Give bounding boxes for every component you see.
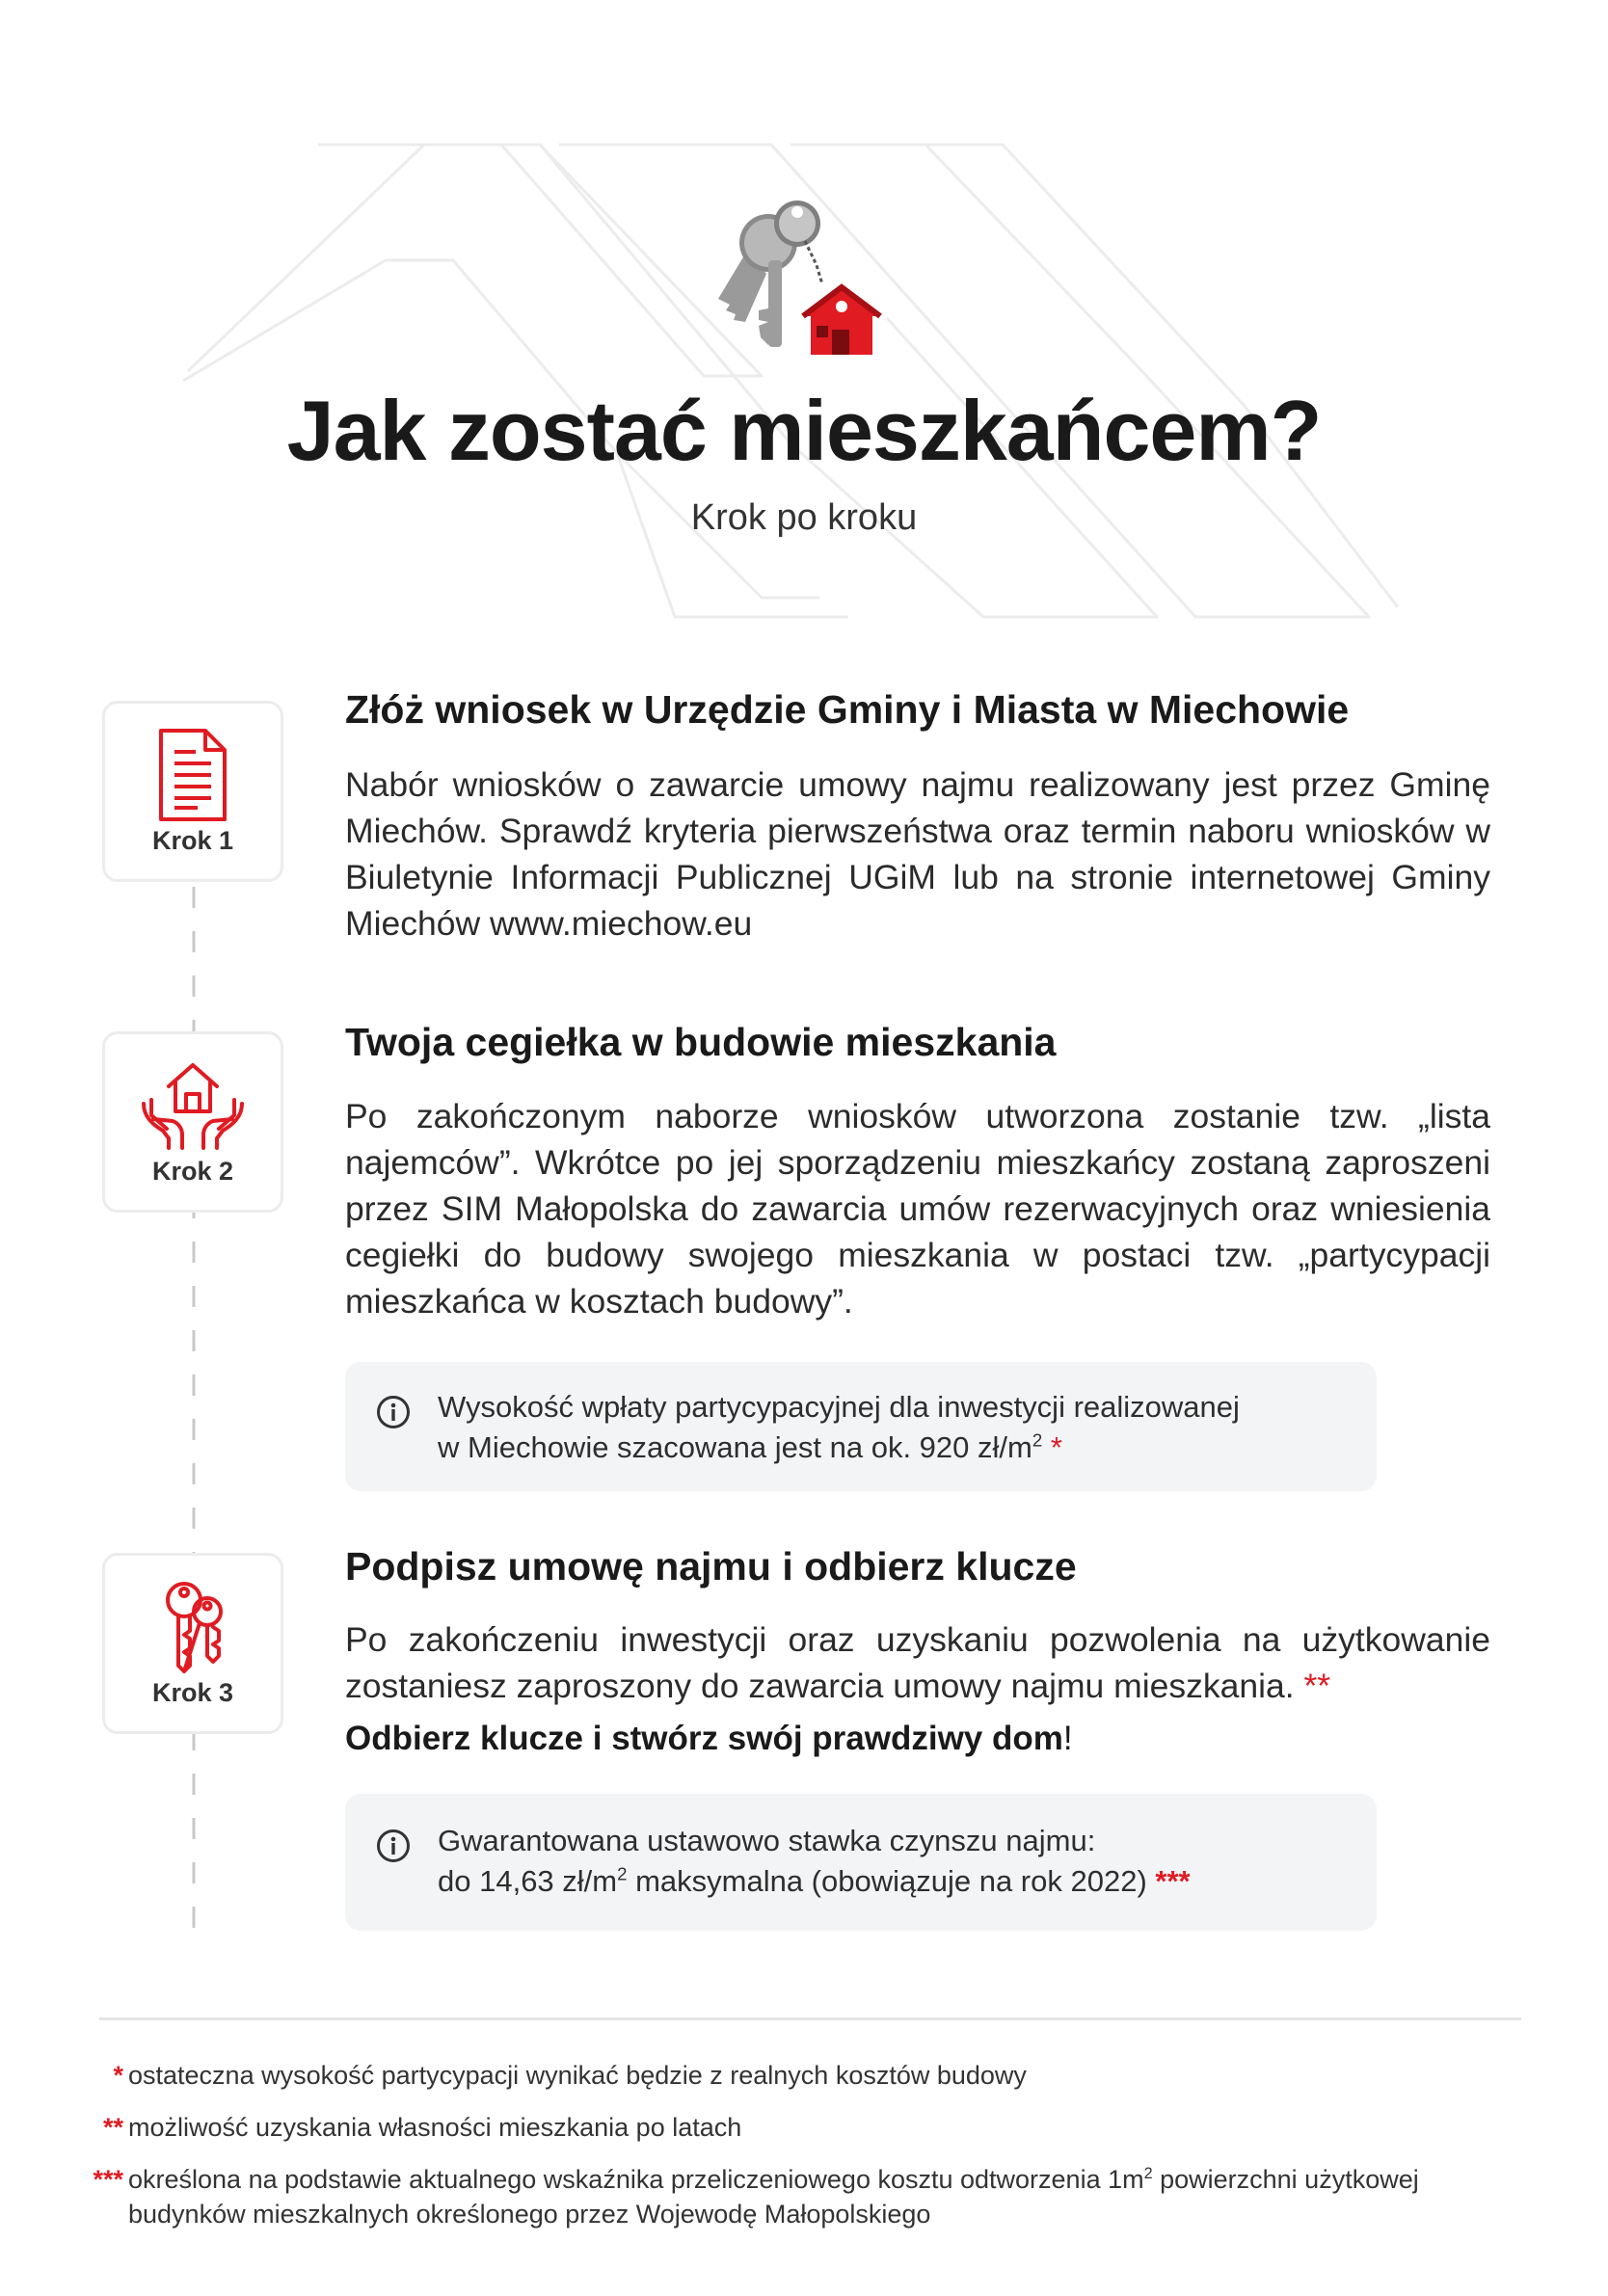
footnote-mark: *** bbox=[93, 2165, 123, 2194]
step-3-info-text bbox=[438, 1821, 1357, 1902]
step-1-card bbox=[102, 701, 283, 882]
step-3-bold-text: Odbierz klucze i stwórz swój prawdziwy dom bbox=[345, 1720, 1063, 1757]
step-2-text: Po zakończonym naborze wniosków utworzona zostanie tzw. „lista najemców”. Wkrótce po jej sporządzeniu mieszkańcy zostaną zaproszeni przez SIM Małopolska do zawarcia umów rezerwacyjnych oraz wniesienia cegiełki do budowy swojego mieszkania w postaci tzw. „partycypacji mieszkańca w kosztach budowy”. bbox=[345, 1097, 1490, 1321]
step-3-info-line2-text: do 14,63 zł/m bbox=[438, 1864, 618, 1898]
step-2-info-line1: Wysokość wpłaty partycypacyjnej dla inwestycji realizowanej bbox=[438, 1390, 1240, 1424]
footnote-3-text-post: powierzchni użytkowej budynków mieszkalnych określonego przez Wojewodę Małopolskiego bbox=[128, 2165, 1419, 2229]
footnote-2-text: możliwość uzyskania własności mieszkania po latach bbox=[128, 2113, 742, 2142]
footnote-mark: * bbox=[113, 2061, 123, 2090]
step-3-info-line2-rest: maksymalna (obowiązuje na rok 2022) bbox=[627, 1864, 1147, 1898]
footnote-3-text bbox=[128, 2162, 1536, 2231]
step-3-info-line1: Gwarantowana ustawowo stawka czynszu najmu: bbox=[438, 1824, 1096, 1857]
step-2-title: Twoja cegiełka w budowie mieszkania bbox=[345, 1020, 1057, 1064]
step-3-card bbox=[102, 1553, 283, 1734]
step-3-bold-line bbox=[345, 1720, 1073, 1758]
footnote-3-text-pre: określona na podstawie aktualnego wskaźnika przeliczeniowego kosztu odtworzenia 1m bbox=[128, 2165, 1144, 2194]
step-2-label: Krok 2 bbox=[151, 1157, 234, 1186]
footnote-mark: *** bbox=[1155, 1864, 1191, 1898]
step-1-label: Krok 1 bbox=[151, 826, 234, 855]
step-2-info-box bbox=[345, 1362, 1377, 1491]
step-3-title: Podpisz umowę najmu i odbierz klucze bbox=[345, 1544, 1077, 1589]
step-3-info-line2 bbox=[438, 1861, 1357, 1902]
info-icon bbox=[376, 1829, 411, 1863]
step-3-info-box bbox=[345, 1794, 1377, 1931]
step-2-info-line2 bbox=[438, 1428, 1357, 1468]
keys-with-house-keychain-icon bbox=[709, 193, 882, 357]
step-3-text-body: Po zakończeniu inwestycji oraz uzyskaniu pozwolenia na użytkowanie zostaniesz zaproszony do zawarcia umowy najmu mieszkania. bbox=[345, 1620, 1490, 1705]
step-2-info-text bbox=[438, 1387, 1357, 1468]
superscript: 2 bbox=[1143, 2165, 1153, 2182]
page-title: Jak zostać mieszkańcem? bbox=[286, 383, 1322, 478]
exclamation: ! bbox=[1062, 1720, 1073, 1757]
house-in-hands-icon bbox=[140, 1057, 246, 1154]
document-icon bbox=[149, 727, 236, 823]
footnote-mark: ** bbox=[1303, 1667, 1331, 1705]
footnote-divider bbox=[99, 2017, 1521, 2020]
footnote-mark: ** bbox=[102, 2113, 123, 2142]
step-3-text bbox=[345, 1616, 1490, 1709]
page-subtitle: Krok po kroku bbox=[690, 497, 918, 538]
footnote-1-text: ostateczna wysokość partycypacji wynikać będzie z realnych kosztów budowy bbox=[128, 2061, 1027, 2090]
step-1-title: Złóż wniosek w Urzędzie Gminy i Miasta w Miechowie bbox=[345, 687, 1350, 732]
step-1-text: Nabór wniosków o zawarcie umowy najmu realizowany jest przez Gminę Miechów. Sprawdź kryteria pierwszeństwa oraz termin naboru wniosków w Biuletynie Informacji Publicznej UGiM lub na stronie internetowej Gminy Miechów www.miechow.eu bbox=[345, 765, 1490, 943]
keys-icon bbox=[149, 1579, 236, 1675]
step-2-card bbox=[102, 1031, 283, 1213]
superscript: 2 bbox=[617, 1863, 628, 1884]
footnote-mark: * bbox=[1050, 1430, 1062, 1464]
step-2-info-line2-text: w Miechowie szacowana jest na ok. 920 zł/m bbox=[438, 1430, 1032, 1464]
step-3-label: Krok 3 bbox=[151, 1678, 234, 1707]
info-icon bbox=[376, 1395, 411, 1429]
superscript: 2 bbox=[1032, 1429, 1043, 1451]
